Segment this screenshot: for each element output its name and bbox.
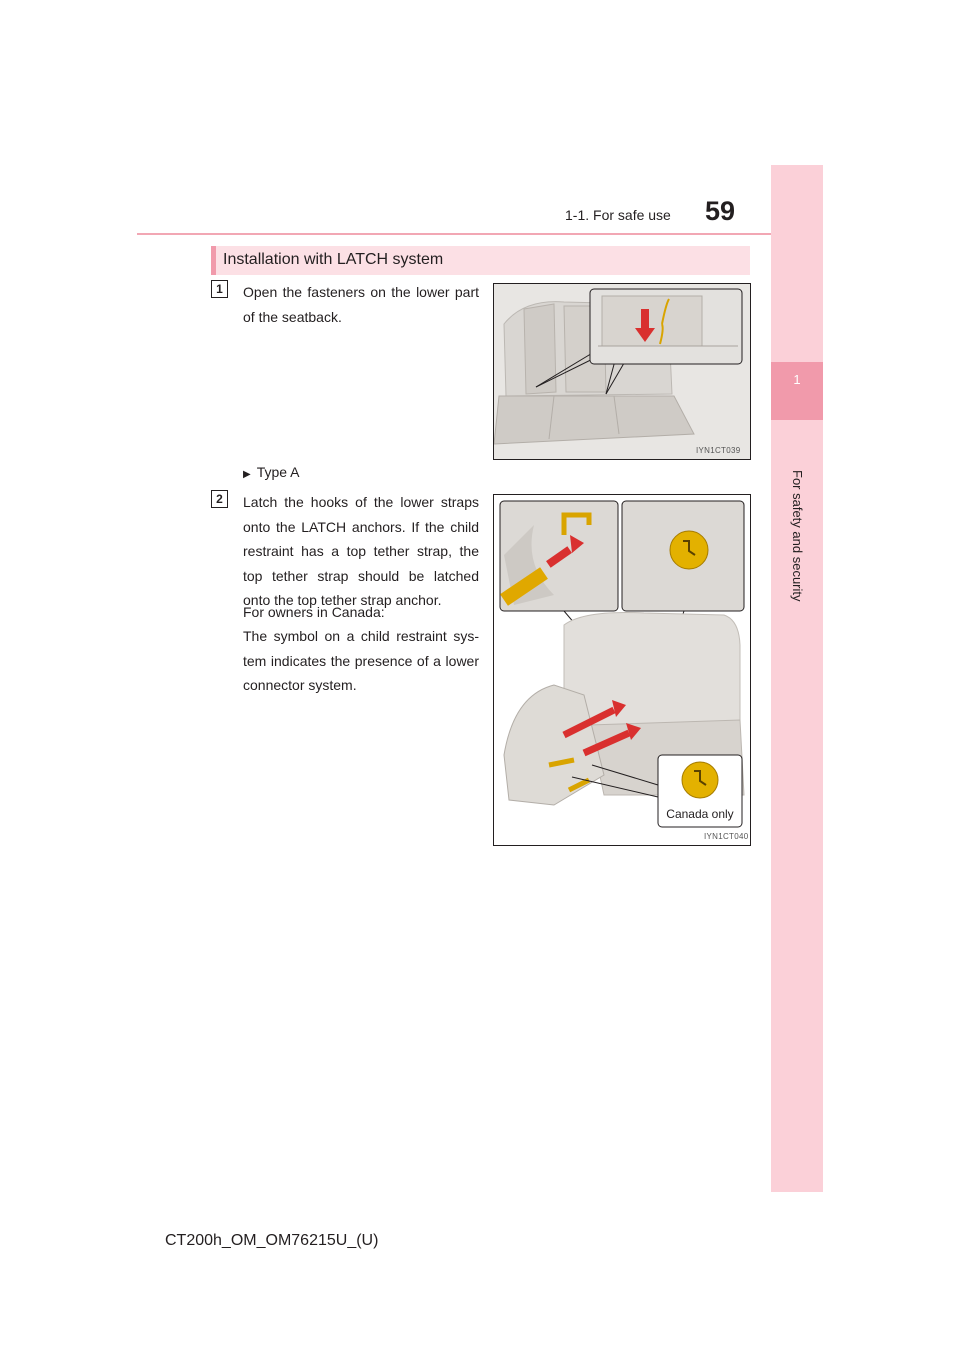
figure-2-code: IYN1CT040 [704, 832, 749, 841]
canada-only-label: Canada only [666, 807, 734, 821]
side-tab-number-box [771, 362, 823, 420]
page-number: 59 [705, 196, 736, 226]
side-tab-number: 1 [793, 372, 801, 387]
step-1-text: Open the fasteners on the lower part of the seatback. [243, 284, 479, 325]
side-tab-strip [771, 165, 823, 1192]
side-tab-label: For safety and security [790, 470, 805, 602]
figure-seatback-fasteners [493, 283, 751, 460]
type-a-text: Type A [256, 464, 300, 480]
latch-illustration [494, 495, 750, 845]
step-1-marker: 1 [211, 280, 228, 298]
seatback-illustration [494, 284, 750, 459]
type-a-label [243, 460, 300, 488]
step-2-text: Latch the hooks of the lower straps onto the LATCH anchors. If the child restraint has a top tether strap, the top tether strap should be latched onto the top tether strap anchor. [243, 494, 479, 608]
section-heading: Installation with LATCH system [223, 251, 444, 268]
figure-latch-anchors [493, 494, 751, 846]
step-2-marker: 2 [211, 490, 228, 508]
manual-code: CT200h_OM_OM76215U_(U) [165, 1232, 379, 1249]
section-heading-accent [211, 246, 216, 275]
triangle-bullet-icon: ▶ [243, 469, 251, 480]
section-label: 1-1. For safe use [565, 207, 671, 223]
canada-note-text: The symbol on a child restraint sys-tem indicates the presence of a lower connector system. [243, 628, 479, 693]
canada-note-heading: For owners in Canada: [243, 604, 385, 620]
header-rule [137, 233, 823, 235]
figure-1-code: IYN1CT039 [696, 446, 741, 455]
